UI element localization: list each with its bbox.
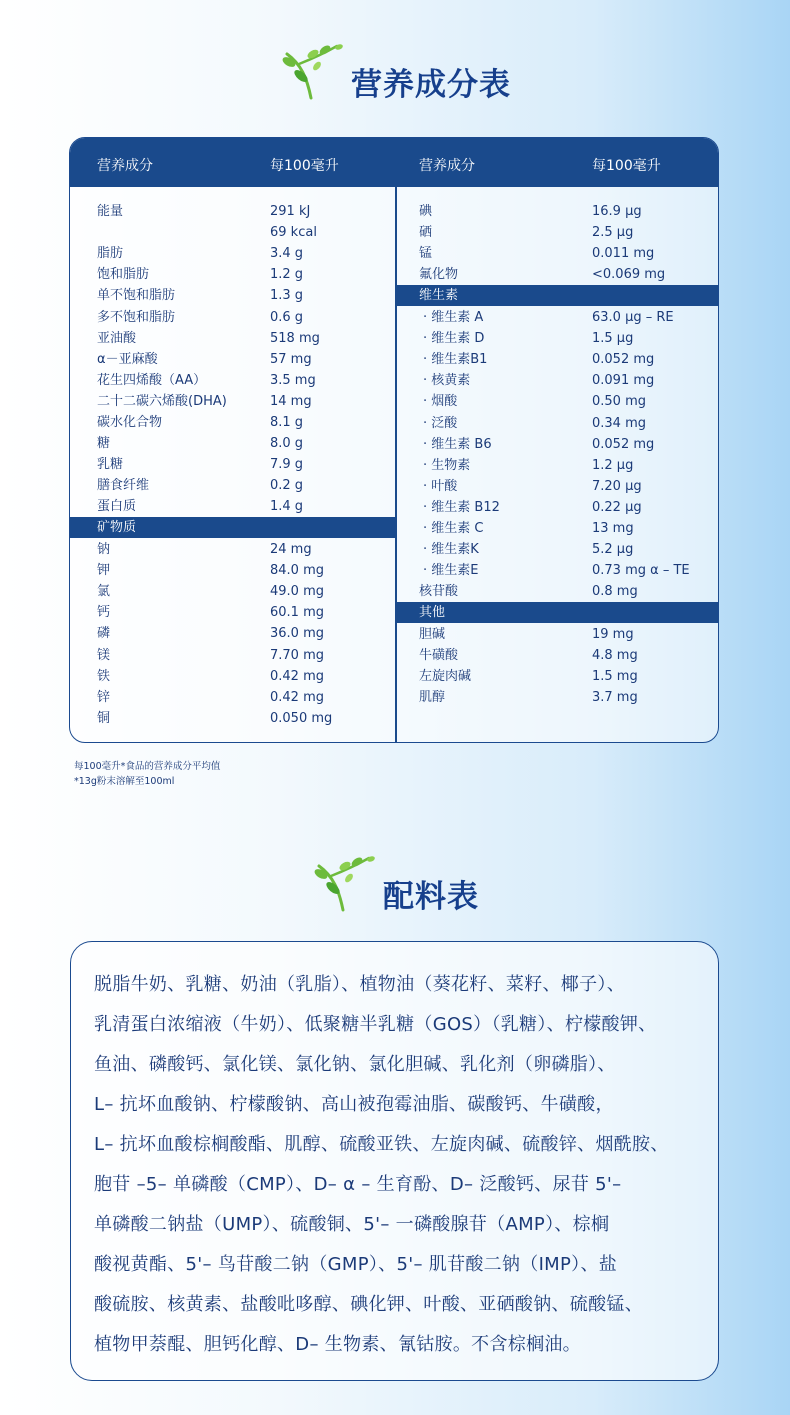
table-row <box>97 433 387 454</box>
row-value: <0.069 mg <box>592 267 666 283</box>
row-value: 4.8 mg <box>592 648 638 664</box>
row-name: 锰 <box>419 246 433 262</box>
nutrition-heading <box>0 42 790 102</box>
table-row <box>97 623 387 644</box>
row-name: · 维生素 A <box>423 310 484 325</box>
leaf-sprig-icon <box>311 854 381 914</box>
row-name: · 叶酸 <box>423 478 458 494</box>
row-name: 脂肪 <box>97 246 124 262</box>
row-name: 二十二碳六烯酸(DHA) <box>97 393 227 409</box>
table-row <box>419 539 709 560</box>
table-row <box>419 307 709 328</box>
row-name: 钾 <box>97 563 111 579</box>
row-value: 1.5 mg <box>592 669 638 685</box>
row-value: 0.6 g <box>270 309 304 325</box>
row-value: 19 mg <box>592 627 634 642</box>
row-value: 3.5 mg <box>270 372 316 388</box>
table-row <box>97 370 387 391</box>
table-row <box>419 222 709 243</box>
table-row <box>419 476 709 497</box>
row-name: 左旋肉碱 <box>419 669 472 685</box>
table-row <box>419 434 709 455</box>
row-value: 7.9 g <box>270 457 304 473</box>
row-name: 硒 <box>419 225 433 241</box>
table-row <box>419 201 709 222</box>
row-value: 69 kcal <box>270 225 317 241</box>
ingredient-line: 单磷酸二钠盐（UMP）、硫酸铜、5'– 一磷酸腺苷（AMP）、棕榈 <box>94 1214 610 1235</box>
row-name: 胆碱 <box>419 627 446 642</box>
row-value: 0.011 mg <box>592 246 655 262</box>
nutrition-table <box>69 137 719 743</box>
row-value: 1.3 g <box>270 288 304 304</box>
row-value: 0.42 mg <box>270 668 324 684</box>
row-value: 0.2 g <box>270 478 304 494</box>
ingredient-line: 脱脂牛奶、乳糖、奶油（乳脂）、植物油（葵花籽、菜籽、椰子）、 <box>94 974 625 995</box>
row-name: 单不饱和脂肪 <box>97 288 176 304</box>
table-row <box>419 624 709 645</box>
table-row <box>97 602 387 623</box>
header-left-name: 营养成分 <box>97 158 153 174</box>
row-name: · 维生素 B12 <box>423 499 500 515</box>
row-name: 铁 <box>97 668 111 684</box>
row-name: · 核黄素 <box>423 373 471 389</box>
row-value: 0.34 mg <box>592 415 646 431</box>
header-right-value: 每100毫升 <box>592 158 661 174</box>
table-row <box>419 560 709 581</box>
row-value: 7.70 mg <box>270 647 324 663</box>
row-name: 铜 <box>97 710 111 726</box>
row-name: 磷 <box>97 626 111 642</box>
table-row <box>419 497 709 518</box>
table-row <box>97 285 387 306</box>
ingredient-line: 鱼油、磷酸钙、氯化镁、氯化钠、氯化胆碱、乳化剂（卵磷脂）、 <box>94 1054 616 1075</box>
ingredient-line: 乳清蛋白浓缩液（牛奶）、低聚糖半乳糖（GOS）（乳糖）、柠檬酸钾、 <box>94 1014 657 1035</box>
table-row <box>97 201 387 222</box>
row-value: 3.7 mg <box>592 690 638 706</box>
row-name: 糖 <box>97 436 111 452</box>
row-value: 1.5 μg <box>592 331 634 347</box>
table-row <box>419 264 709 285</box>
row-name: · 维生素K <box>423 542 479 558</box>
row-value: 0.052 mg <box>592 352 655 368</box>
row-name: 膳食纤维 <box>97 478 150 494</box>
row-name: 花生四烯酸（AA） <box>97 372 207 388</box>
table-row <box>97 539 387 560</box>
row-value: 2.5 μg <box>592 225 634 241</box>
row-value: 8.1 g <box>270 415 304 430</box>
table-row <box>419 349 709 370</box>
ingredients-card <box>70 941 719 1381</box>
table-row <box>419 666 709 687</box>
row-name: · 维生素B1 <box>423 352 488 368</box>
table-row <box>419 518 709 539</box>
table-row <box>97 222 387 243</box>
row-name: · 维生素E <box>423 563 479 579</box>
nutrition-title: 营养成分表 <box>351 67 511 103</box>
row-value: 0.73 mg α – TE <box>592 563 690 579</box>
row-name: 氟化物 <box>419 267 459 283</box>
row-value: 1.2 g <box>270 267 304 283</box>
table-row <box>419 391 709 412</box>
ingredient-line: L– 抗坏血酸钠、柠檬酸钠、高山被孢霉油脂、碳酸钙、牛磺酸， <box>94 1094 614 1115</box>
table-row <box>97 454 387 475</box>
row-value: 84.0 mg <box>270 563 324 579</box>
row-name: 锌 <box>97 689 111 705</box>
row-value: 36.0 mg <box>270 626 324 642</box>
table-row <box>419 328 709 349</box>
row-value: 49.0 mg <box>270 584 324 600</box>
footnotes <box>74 759 220 789</box>
table-row <box>419 413 709 434</box>
row-name: 饱和脂肪 <box>97 267 150 283</box>
header-left-value: 每100毫升 <box>270 158 339 174</box>
row-name: 氯 <box>97 584 111 600</box>
row-name: · 维生素 C <box>423 521 484 536</box>
row-value: 7.20 μg <box>592 478 642 494</box>
section-band-minerals: 矿物质 <box>70 517 395 538</box>
row-value: 3.4 g <box>270 246 304 262</box>
row-value: 1.4 g <box>270 499 304 515</box>
table-row <box>97 307 387 328</box>
row-name: 碘 <box>419 204 433 219</box>
row-name: 亚油酸 <box>97 330 137 346</box>
row-name: 碳水化合物 <box>97 415 163 430</box>
row-value: 13 mg <box>592 521 634 536</box>
row-value: 24 mg <box>270 542 312 557</box>
section-band-vitamins: 维生素 <box>397 285 719 306</box>
row-value: 0.050 mg <box>270 710 333 726</box>
table-row <box>419 455 709 476</box>
row-name: 钠 <box>97 542 111 557</box>
row-value: 14 mg <box>270 393 312 409</box>
row-value: 291 kJ <box>270 204 311 219</box>
row-value: 5.2 μg <box>592 542 634 558</box>
table-row <box>97 243 387 264</box>
row-name: 多不饱和脂肪 <box>97 309 176 325</box>
ingredient-line: 植物甲萘醌、胆钙化醇、D– 生物素、氰钴胺。不含棕榈油。 <box>94 1334 581 1355</box>
row-name: 蛋白质 <box>97 499 137 515</box>
row-name: · 泛酸 <box>423 415 458 431</box>
table-row <box>419 243 709 264</box>
right-column <box>397 138 719 742</box>
row-name: 镁 <box>97 647 111 663</box>
row-name: 能量 <box>97 204 124 219</box>
row-value: 0.091 mg <box>592 373 655 389</box>
table-row <box>97 560 387 581</box>
row-name: 乳糖 <box>97 457 124 473</box>
row-value: 518 mg <box>270 330 320 346</box>
ingredients-title: 配料表 <box>383 879 479 915</box>
row-value: 0.22 μg <box>592 499 642 515</box>
footnote: *13g粉末溶解至100ml <box>74 776 175 787</box>
row-name: · 维生素 D <box>423 331 485 347</box>
footnote: 每100毫升*食品的营养成分平均值 <box>74 761 221 772</box>
row-value: 0.50 mg <box>592 394 646 410</box>
row-name: α－亚麻酸 <box>97 351 158 367</box>
row-value: 1.2 μg <box>592 457 634 473</box>
table-row <box>97 391 387 412</box>
table-row <box>97 581 387 602</box>
row-value: 16.9 μg <box>592 204 642 219</box>
table-row <box>97 645 387 666</box>
row-value: 0.42 mg <box>270 689 324 705</box>
table-row <box>97 412 387 433</box>
leaf-sprig-icon <box>279 42 349 102</box>
row-value: 63.0 μg – RE <box>592 310 674 325</box>
table-row <box>419 645 709 666</box>
table-row <box>97 496 387 517</box>
row-name: · 烟酸 <box>423 394 458 410</box>
table-row <box>97 328 387 349</box>
row-value: 57 mg <box>270 351 312 367</box>
row-name: 钙 <box>97 605 111 621</box>
table-row <box>97 708 387 729</box>
ingredient-line: 酸硫胺、核黄素、盐酸吡哆醇、碘化钾、叶酸、亚硒酸钠、硫酸锰、 <box>94 1294 643 1315</box>
section-band-others: 其他 <box>397 602 719 623</box>
table-row <box>97 264 387 285</box>
row-value: 8.0 g <box>270 436 304 452</box>
row-value: 0.8 mg <box>592 584 638 599</box>
table-row <box>419 370 709 391</box>
table-row <box>97 666 387 687</box>
ingredients-heading <box>0 854 790 914</box>
table-row <box>419 687 709 708</box>
table-row <box>419 581 709 602</box>
ingredient-line: L– 抗坏血酸棕榈酸酯、肌醇、硫酸亚铁、左旋肉碱、硫酸锌、烟酰胺、 <box>94 1134 669 1155</box>
row-name: 核苷酸 <box>419 584 459 599</box>
row-value: 60.1 mg <box>270 605 324 621</box>
ingredient-line: 酸视黄酯、5'– 鸟苷酸二钠（GMP）、5'– 肌苷酸二钠（IMP）、盐 <box>94 1254 618 1275</box>
row-name: 牛磺酸 <box>419 648 459 664</box>
ingredient-line: 胞苷 –5– 单磷酸（CMP）、D– α – 生育酚、D– 泛酸钙、尿苷 5'– <box>94 1174 622 1195</box>
table-row <box>97 687 387 708</box>
table-row <box>97 349 387 370</box>
left-column <box>70 138 395 742</box>
row-name: · 生物素 <box>423 457 471 473</box>
row-name: 肌醇 <box>419 690 446 706</box>
row-name: · 维生素 B6 <box>423 436 492 452</box>
row-value: 0.052 mg <box>592 436 655 452</box>
table-row <box>97 475 387 496</box>
header-right-name: 营养成分 <box>419 158 475 174</box>
